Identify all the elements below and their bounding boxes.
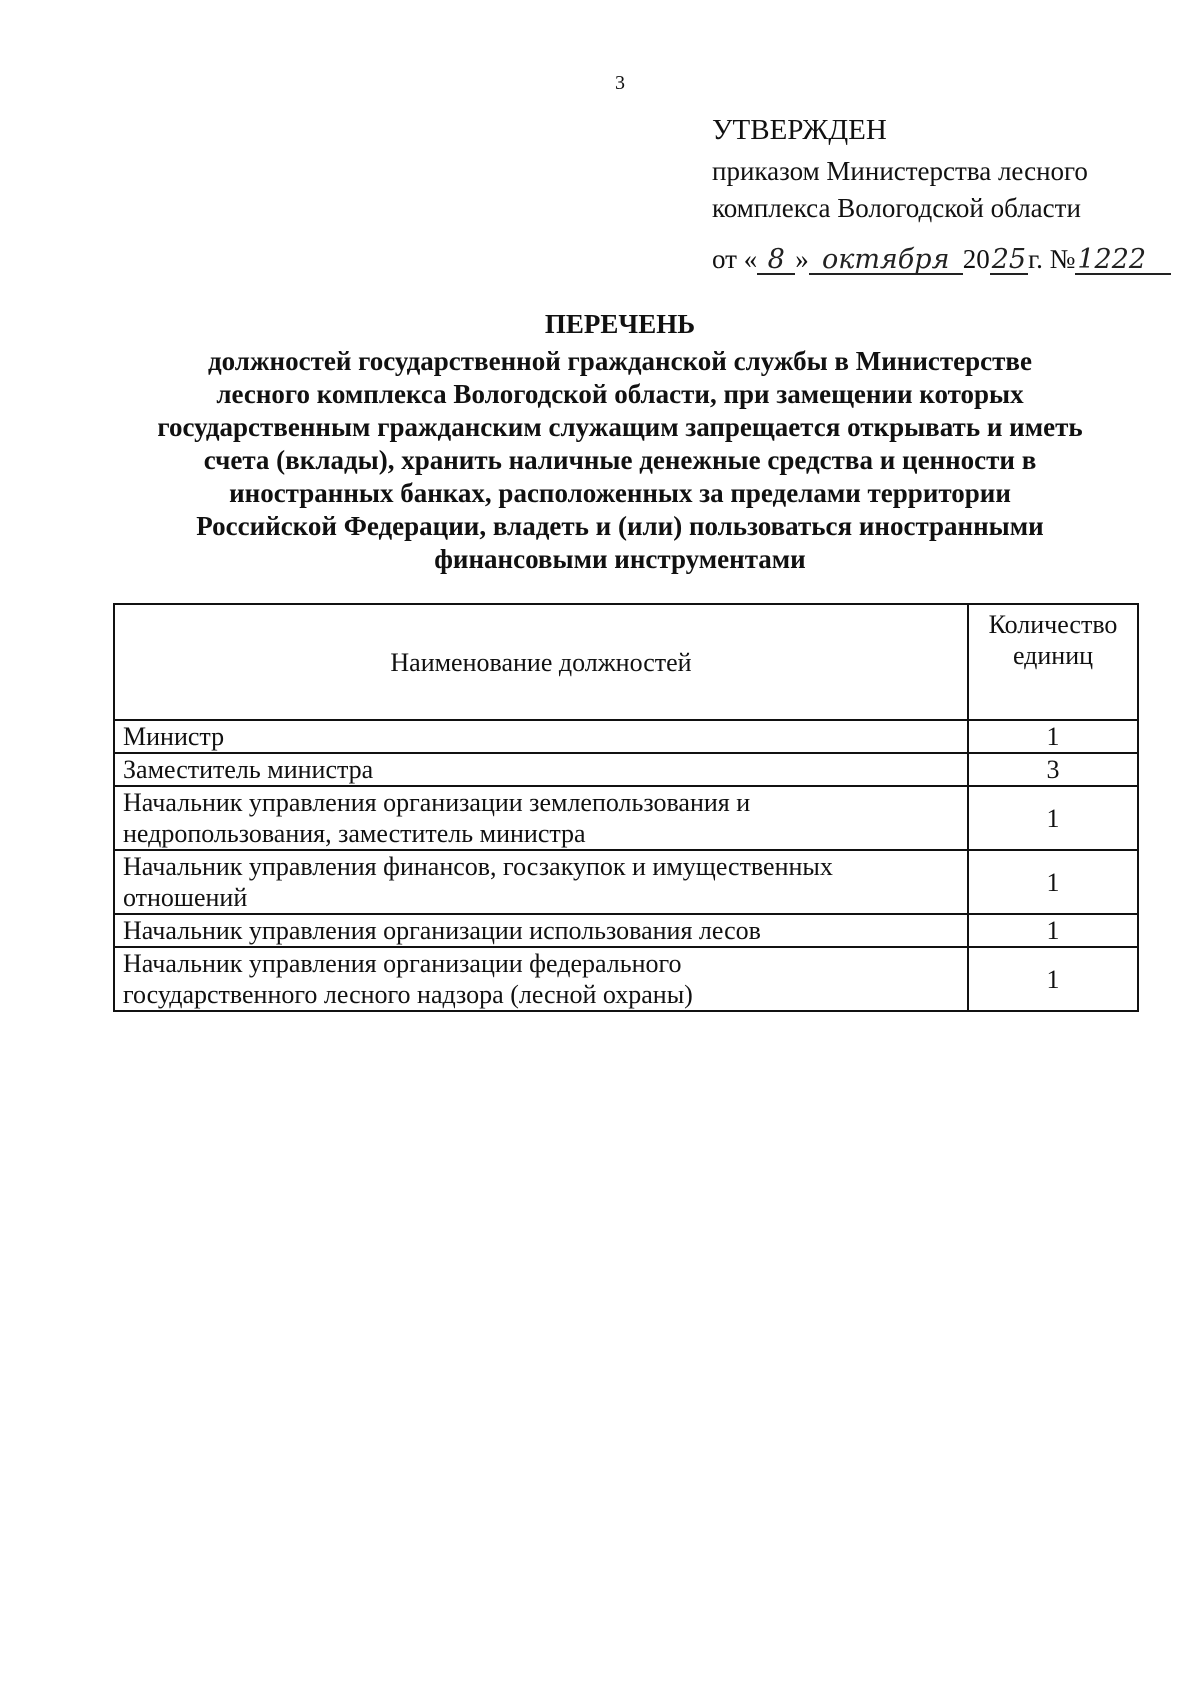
year-prefix: 20 [962,244,990,274]
table-row [114,947,1138,1011]
page-number: 3 [615,72,625,94]
positions-table [113,603,1139,1012]
handwritten-month: октября [809,247,963,275]
position-name-line: Заместитель министра [123,755,374,784]
day-close-quote: » [795,244,809,274]
order-date-line [712,244,1182,275]
position-name-line: недропользования, заместитель министра [123,819,586,848]
table-row [114,850,1138,914]
handwritten-order-number: 1222 [1075,247,1171,275]
approval-line: приказом Министерства лесного [712,156,1088,186]
column-header-quantity-line: Количество [988,610,1118,639]
approval-line: комплекса Вологодской области [712,193,1081,223]
position-name-line: отношений [123,883,248,912]
position-name-line: Министр [123,722,225,751]
subtitle-line: лесного комплекса Вологодской области, при замещении которых [216,379,1024,409]
column-header-quantity-line: единиц [1012,641,1094,670]
document-title: ПЕРЕЧЕНЬ [544,309,696,339]
position-name [114,947,968,1011]
position-quantity: 1 [968,786,1138,850]
position-name-line: Начальник управления финансов, госзакупок и имущественных [123,852,833,881]
table-header-row [114,604,1138,720]
subtitle-line: иностранных банках, расположенных за пределами территории [229,478,1011,508]
approval-title: УТВЕРЖДЕН [712,114,887,146]
position-name [114,720,968,753]
position-name-line: Начальник управления организации землепользования и [123,788,751,817]
handwritten-year: 25 [991,244,1027,275]
subtitle-line: должностей государственной гражданской службы в Министерстве [208,346,1032,376]
position-quantity: 1 [968,720,1138,753]
table-row [114,914,1138,947]
position-name-line: Начальник управления организации федерального [123,949,682,978]
position-name [114,753,968,786]
date-prefix: от « [712,244,758,274]
year-unit: г. № [1028,244,1076,274]
approval-block [712,112,1182,227]
column-header-name: Наименование должностей [114,604,968,720]
handwritten-day: 8 [757,247,795,275]
subtitle-line: счета (вклады), хранить наличные денежные средства и ценности в [203,445,1037,475]
document-heading [60,308,1180,576]
position-name [114,914,968,947]
position-quantity: 1 [968,850,1138,914]
position-name [114,786,968,850]
table-row [114,720,1138,753]
table-row [114,786,1138,850]
position-name [114,850,968,914]
subtitle-line: государственным гражданским служащим запрещается открывать и иметь [157,412,1083,442]
table-row [114,753,1138,786]
subtitle-line: финансовыми инструментами [434,544,806,574]
subtitle-line: Российской Федерации, владеть и (или) пользоваться иностранными [196,511,1044,541]
position-name-line: государственного лесного надзора (лесной охраны) [123,980,693,1009]
position-quantity: 3 [968,753,1138,786]
position-quantity: 1 [968,947,1138,1011]
column-header-quantity [968,604,1138,720]
position-name-line: Начальник управления организации использования лесов [123,916,761,945]
position-quantity: 1 [968,914,1138,947]
